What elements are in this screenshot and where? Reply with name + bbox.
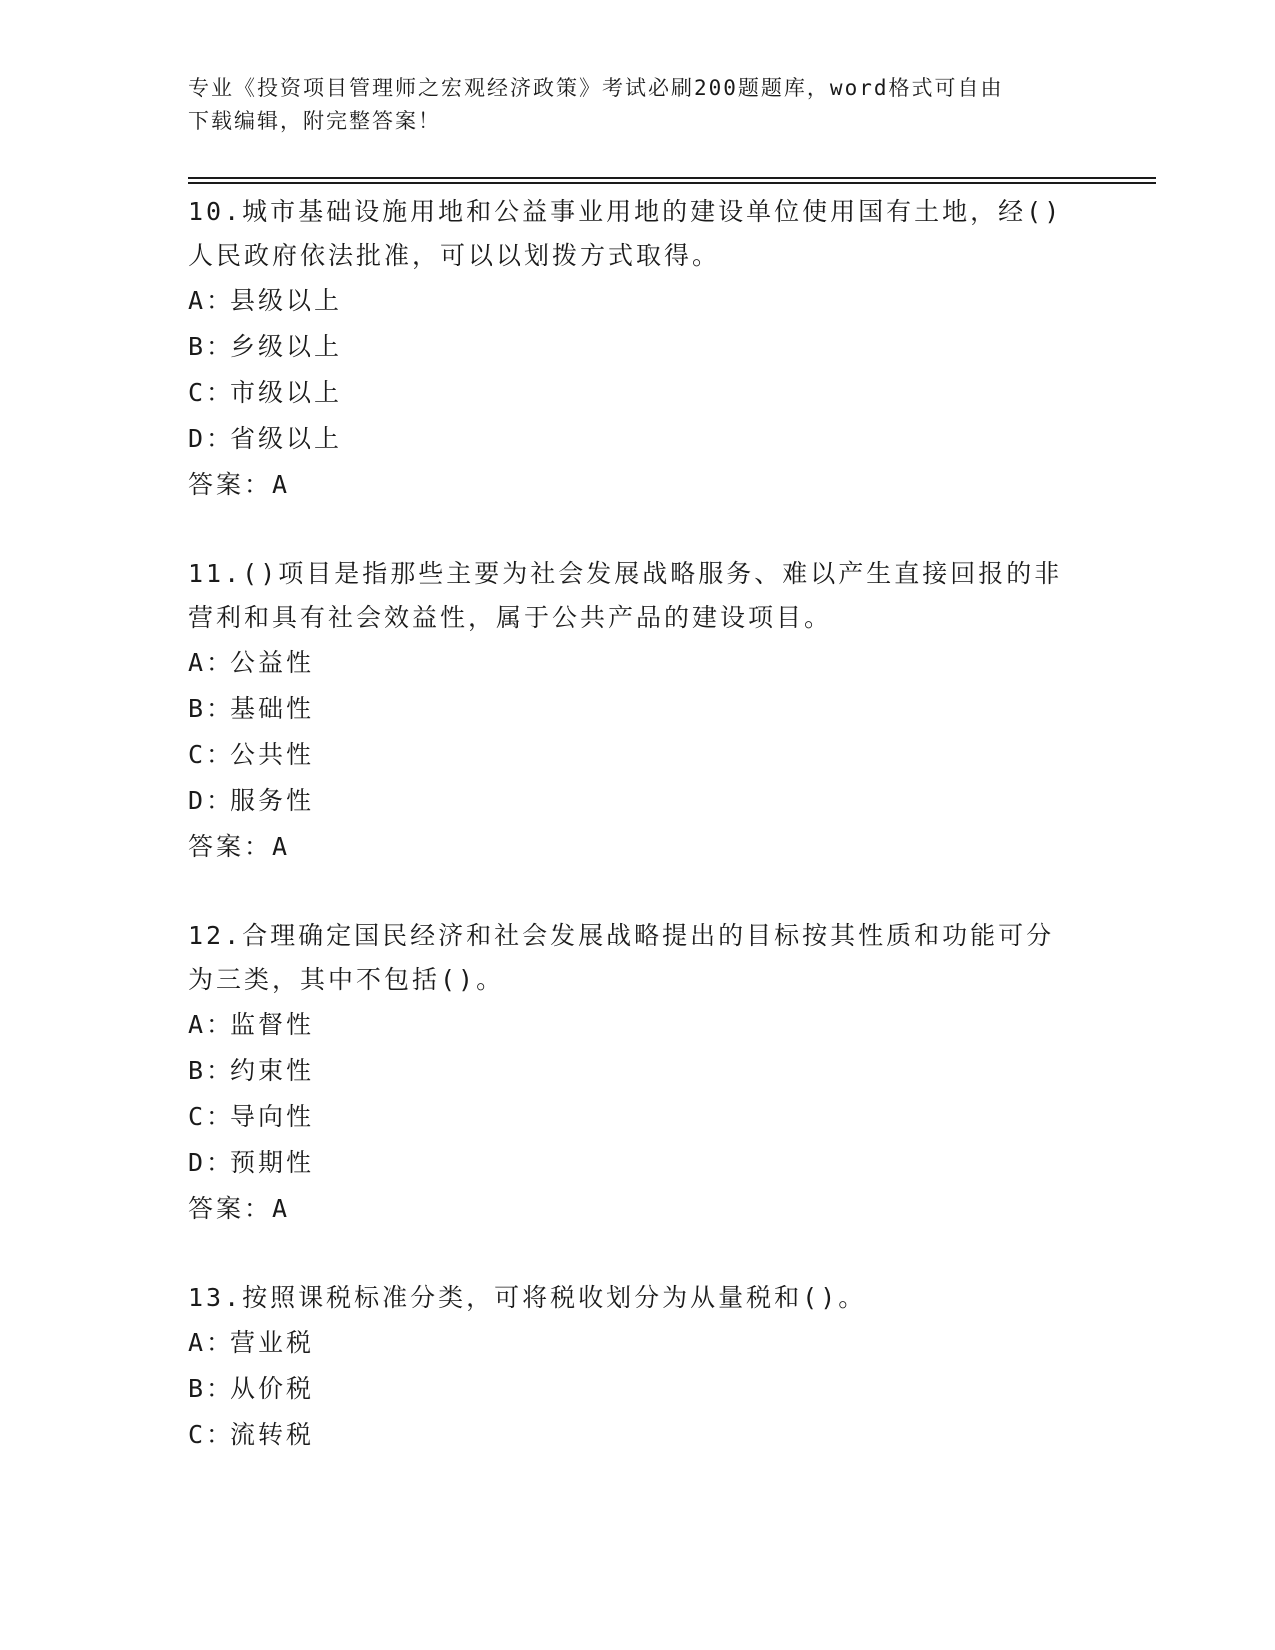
option-text: 导向性: [230, 1102, 315, 1131]
option-a: [188, 1320, 1088, 1366]
answer-value: A: [272, 470, 291, 499]
option-key: B：: [188, 1056, 235, 1085]
option-text: 营业税: [230, 1328, 315, 1357]
answer-line: [188, 824, 1088, 870]
option-key: C：: [188, 378, 235, 407]
answer-label: 答案：: [188, 832, 273, 861]
document-header: [188, 72, 1088, 138]
option-key: B：: [188, 694, 235, 723]
question-stem-line-1: 13.按照课税标准分类，可将税收划分为从量税和()。: [188, 1283, 867, 1312]
option-key: B：: [188, 332, 235, 361]
answer-value: A: [272, 832, 291, 861]
option-text: 预期性: [230, 1148, 315, 1177]
option-c: [188, 1094, 1088, 1140]
option-key: D：: [188, 424, 235, 453]
question-stem-line-2: 为三类，其中不包括()。: [188, 965, 505, 994]
option-text: 流转税: [230, 1420, 315, 1449]
option-text: 公益性: [230, 648, 315, 677]
question-12: [188, 914, 1088, 1232]
question-stem-line-2: 人民政府依法批准，可以以划拨方式取得。: [188, 241, 721, 270]
header-line-1: 专业《投资项目管理师之宏观经济政策》考试必刷200题题库，word格式可自由: [188, 76, 1004, 100]
option-text: 基础性: [230, 694, 315, 723]
option-c: [188, 732, 1088, 778]
option-key: B：: [188, 1374, 235, 1403]
option-text: 县级以上: [230, 286, 343, 315]
question-stem-line-1: 11.()项目是指那些主要为社会发展战略服务、难以产生直接回报的非: [188, 559, 1063, 588]
option-key: C：: [188, 1420, 235, 1449]
option-text: 监督性: [230, 1010, 315, 1039]
question-11: [188, 552, 1088, 870]
option-d: [188, 778, 1088, 824]
question-stem-line-2: 营利和具有社会效益性，属于公共产品的建设项目。: [188, 603, 833, 632]
option-text: 公共性: [230, 740, 315, 769]
question-list: [188, 190, 1088, 1458]
option-text: 服务性: [230, 786, 315, 815]
question-10: [188, 190, 1088, 508]
option-d: [188, 416, 1088, 462]
option-a: [188, 1002, 1088, 1048]
option-text: 约束性: [230, 1056, 315, 1085]
option-text: 乡级以上: [230, 332, 343, 361]
option-b: [188, 1048, 1088, 1094]
option-a: [188, 278, 1088, 324]
option-b: [188, 1366, 1088, 1412]
option-key: D：: [188, 1148, 235, 1177]
header-divider-top: [188, 177, 1156, 179]
answer-line: [188, 462, 1088, 508]
option-c: [188, 370, 1088, 416]
header-line-2: 下载编辑，附完整答案！: [188, 109, 441, 133]
option-key: C：: [188, 1102, 235, 1131]
option-key: D：: [188, 786, 235, 815]
question-13: [188, 1276, 1088, 1458]
option-b: [188, 686, 1088, 732]
option-key: A：: [188, 648, 235, 677]
option-key: A：: [188, 286, 235, 315]
option-c: [188, 1412, 1088, 1458]
option-key: A：: [188, 1010, 235, 1039]
option-d: [188, 1140, 1088, 1186]
option-key: A：: [188, 1328, 235, 1357]
answer-line: [188, 1186, 1088, 1232]
option-text: 省级以上: [230, 424, 343, 453]
answer-value: A: [272, 1194, 291, 1223]
option-key: C：: [188, 740, 235, 769]
header-divider-bottom: [188, 182, 1156, 184]
option-text: 从价税: [230, 1374, 315, 1403]
answer-label: 答案：: [188, 470, 273, 499]
answer-label: 答案：: [188, 1194, 273, 1223]
option-b: [188, 324, 1088, 370]
question-stem-line-1: 10.城市基础设施用地和公益事业用地的建设单位使用国有土地，经(): [188, 197, 1063, 226]
option-text: 市级以上: [230, 378, 343, 407]
question-stem-line-1: 12.合理确定国民经济和社会发展战略提出的目标按其性质和功能可分: [188, 921, 1055, 950]
option-a: [188, 640, 1088, 686]
